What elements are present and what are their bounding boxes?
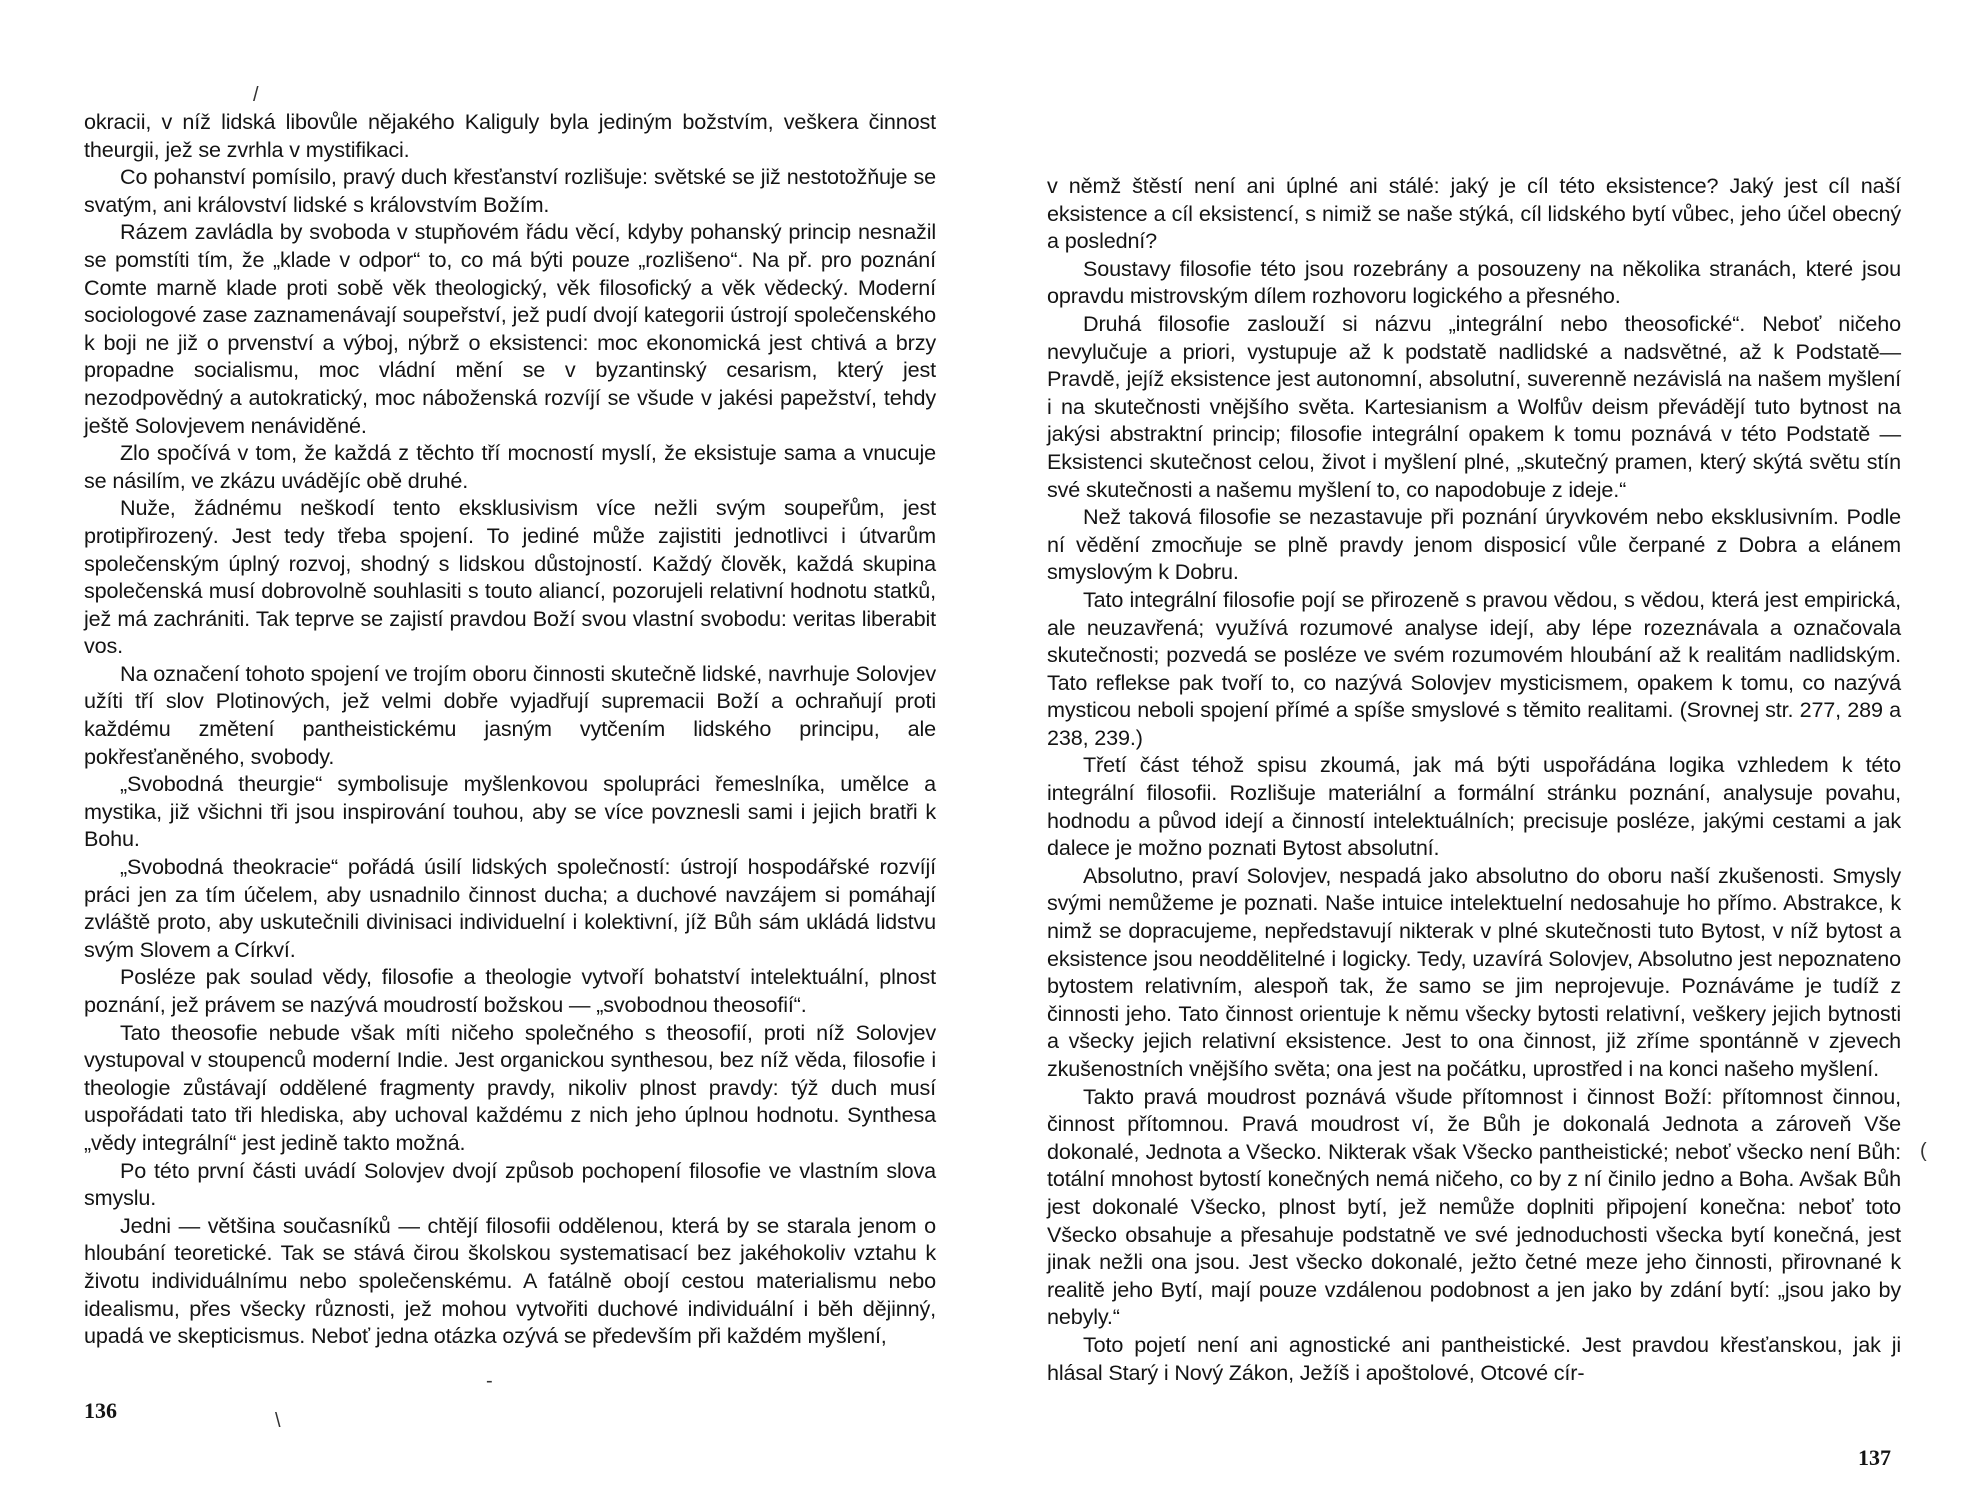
paragraph: Soustavy filosofie této jsou rozebrány a posouzeny na několika stranách, které jsou opravdu mistrovským dílem rozhovoru logického a přesného.: [1047, 255, 1901, 309]
page-number-left: 136: [84, 1398, 117, 1423]
paragraph: Nuže, žádnému neškodí tento eksklusivism více nežli svým soupeřům, jest protipřirozený. Jest tedy třeba spojení. To jediné může zajistiti jednotlivci i útvarům společenským úplný rozvoj, shodný s lidskou důstojností. Každý člověk, každá skupina společenská musí dobrovolně souhlasiti s touto aliancí, pozorujeli relativní hodnotu statků, jež má zachrániti. Tak teprve se zajistí pravdou Boží svou vlastní svobodu: veritas liberabit vos.: [84, 495, 936, 659]
paragraph: Po této první části uvádí Solovjev dvojí způsob pochopení filosofie ve vlastním slova smyslu.: [84, 1157, 936, 1211]
paragraph: „Svobodná theokracie“ pořádá úsilí lidských společností: ústrojí hospodářské rozvíjí práci jen za tím účelem, aby usnadnilo činnost ducha; a duchové navzájem si pomáhají zvláště proto, aby uskutečnili divinisaci individuelní i kolektivní, jíž Bůh sám ukládá lidstvu svým Slovem a Církví.: [84, 854, 936, 962]
paragraph: Třetí část téhož spisu zkoumá, jak má býti uspořádána logika vzhledem k této integrální filosofii. Rozlišuje materiální a formální stránku poznání, analysuje povahu, hodnodu a původ idejí a činností intelektuálních; precisuje posléze, jakými cestami a jak dalece je možno poznati Bytost absolutní.: [1047, 752, 1901, 861]
paragraph: Zlo spočívá v tom, že každá z těchto tří mocností myslí, že eksistuje sama a vnucuje se násilím, ve zkázu uvádějíc obě druhé.: [84, 440, 936, 493]
paragraph: Rázem zavládla by svoboda v stupňovém řádu věcí, kdyby pohanský princip nesnažil se pomstíti tím, že „klade v odpor“ to, co má býti pouze „rozlišeno“. Na př. pro poznání Comte marně klade proti sobě věk theologický, věk filosofický a věk vědecký. Moderní sociologové zase zaznamenávají soupeřství, jež pudí dvojí kategorii ústrojí společenského k boji ne již o prvenství a výboj, nýbrž o eksistenci: moc ekonomická jest chtivá a brzy propadne socialismu, moc vládní mění se v byzantinský cesarism, který jest nezodpovědný a autokratický, moc náboženská rozvíjí se všude v jakési papežství, tehdy ještě Solovjevem nenáviděné.: [84, 219, 936, 438]
paragraph: Toto pojetí není ani agnostické ani pantheistické. Jest pravdou křesťanskou, jak ji hlásal Starý i Nový Zákon, Ježíš i apoštolové, Otcové cír-: [1047, 1331, 1901, 1385]
paragraph: Tato integrální filosofie pojí se přirozeně s pravou vědou, s vědou, která jest empirická, ale neuzavřená; využívá rozumové analyse idejí, aby lépe rozeznávala a označovala skutečnosti; pozvedá se posléze ve svém rozumovém hloubání až k realitám nadlidským. Tato reflekse pak tvoří to, co nazývá Solovjev mysticismem, opakem k tomu, co nazývá mysticou neboli spojení přímé a spíše smyslové s těmito realitami. (Srovnej str. 277, 289 a 238, 239.): [1047, 586, 1901, 750]
scan-speck: \: [275, 1410, 281, 1432]
scan-speck: /: [253, 84, 259, 106]
left-page: [84, 108, 936, 1350]
page-number-right: 137: [1858, 1445, 1891, 1470]
right-page: [1047, 172, 1901, 1386]
paragraph: Posléze pak soulad vědy, filosofie a theologie vytvoří bohatství intelektuální, plnost poznání, jež právem se nazývá moudrostí božskou — „svobodnou theosofií“.: [84, 964, 936, 1017]
paragraph: Co pohanství pomísilo, pravý duch křesťanství rozlišuje: světské se již nestotožňuje se svatým, ani království lidské s královstvím Božím.: [84, 164, 936, 217]
paragraph: Absolutno, praví Solovjev, nespadá jako absolutno do oboru naší zkušenosti. Smysly svými nemůžeme je poznati. Naše intuice intelektuelní nedosahuje ho přímo. Abstrakce, k nimž se dopracujeme, nepředstavují nikterak v plné skutečnosti tuto Bytost, v níž bytost a eksistence jsou neoddělitelné i logicky. Tedy, uzavírá Solovjev, Absolutno jest nepoznateno bytostem relativním, alespoň tak, že samo se jim neprojevuje. Poznáváme je tudíž z činnosti jeho. Tato činnost orientuje k němu všecky bytosti relativní, veškery jejich bytnosti a všecky jejich relativní eksistence. Jest to ona činnost, již zříme spontánně v zjevech zkušenostních vnějšího světa; ona jest na počátku, uprostřed i na konci našeho myšlení.: [1047, 862, 1901, 1081]
paragraph: Na označení tohoto spojení ve trojím oboru činnosti skutečně lidské, navrhuje Solovjev užíti tří slov Plotinových, jež velmi dobře vyjadřují supremacii Boží a ochraňují proti každému změtení pantheistickému jasným vytčením lidského principu, ale pokřesťaněného, svobody.: [84, 660, 936, 769]
scan-speck: (: [1920, 1140, 1927, 1162]
paragraph: Než taková filosofie se nezastavuje při poznání úryvkovém nebo eksklusivním. Podle ní vědění zmocňuje se plně pravdy jenom disposicí vůle čerpané z Dobra a elánem smyslovým k Dobru.: [1047, 504, 1901, 585]
paragraph: v němž štěstí není ani úplné ani stálé: jaký je cíl této eksistence? Jaký jest cíl naší eksistence a cíl eksistencí, s nimiž se naše stýká, cíl lidského bytí vůbec, jeho účel obecný a poslední?: [1047, 173, 1901, 254]
scan-speck: -: [486, 1370, 493, 1392]
paragraph: Takto pravá moudrost poznává všude přítomnost i činnost Boží: přítomnost činnou, činnost přítomnou. Pravá moudrost ví, že Bůh je dokonalá Jednota a zároveň Vše dokonalé, Jednota a Všecko. Nikterak však Všecko pantheistické; neboť všecko není Bůh: totální mnohost bytostí konečných nemá ničeho, co by z ní činilo jedno a Boha. Avšak Bůh jest dokonalé Všecko, plnost bytí, jež nemůže doplniti připojení konečna: neboť toto Všecko obsahuje a přesahuje podstatně ve své jednoduchosti všecka bytí konečná, jest jinak nežli ona jsou. Jest všecko dokonalé, ježto četné meze jeho činnosti, přirovnané k realitě jeho Bytí, mají pouze vzdálenou podobnost a jen jako by zdání bytí: „jsou jako by nebyly.“: [1047, 1083, 1901, 1330]
paragraph: Tato theosofie nebude však míti ničeho společného s theosofií, proti níž Solovjev vystupoval v stoupenců moderní Indie. Jest organickou synthesou, bez níž věda, filosofie i theologie zůstávají oddělené fragmenty pravdy, nikoliv plnost pravdy: týž duch musí uspořádati tato tři hlediska, aby uchoval každému z nich jeho úplnou hodnotu. Synthesa „vědy integrální“ jest jedině takto možná.: [84, 1019, 936, 1155]
paragraph: Jedni — většina současníků — chtějí filosofii oddělenou, která by se starala jenom o hloubání teoretické. Tak se stává čirou školskou systematisací bez jakéhokoliv vztahu k životu individuálnímu nebo společenskému. A fatálně obojí cestou materialismu nebo idealismu, přes všecky různosti, jež mohou vytvořiti duchové individuální i běh dějinný, upadá ve skepticismus. Neboť jedna otázka ozývá se především při každém myšlení,: [84, 1212, 936, 1349]
paragraph: okracii, v níž lidská libovůle nějakého Kaliguly byla jediným božstvím, veškera činnost theurgii, jež se zvrhla v mystifikaci.: [84, 109, 936, 162]
paragraph: „Svobodná theurgie“ symbolisuje myšlenkovou spolupráci řemeslníka, umělce a mystika, již všichni tři jsou inspirování touhou, aby se více povznesli sami i jejich bratři k Bohu.: [84, 771, 936, 852]
paragraph: Druhá filosofie zaslouží si názvu „integrální nebo theosofické“. Neboť ničeho nevylučuje a priori, vystupuje až k podstatě nadlidské a nadsvětné, až k Podstatě—Pravdě, jejíž eksistence jest autonomní, absolutní, suverenně nezávislá na našem myšlení i na skutečnosti vnějšího světa. Kartesianism a Wolfův deism převádějí tuto bytnost na jakýsi abstraktní princip; filosofie integrální opakem k tomu poznává v této Podstatě — Eksistenci skutečnost celou, život i myšlení plné, „skutečný pramen, který skýtá světu stín své skutečnosti a našemu myšlení to, co napodobuje z ideje.“: [1047, 310, 1901, 502]
